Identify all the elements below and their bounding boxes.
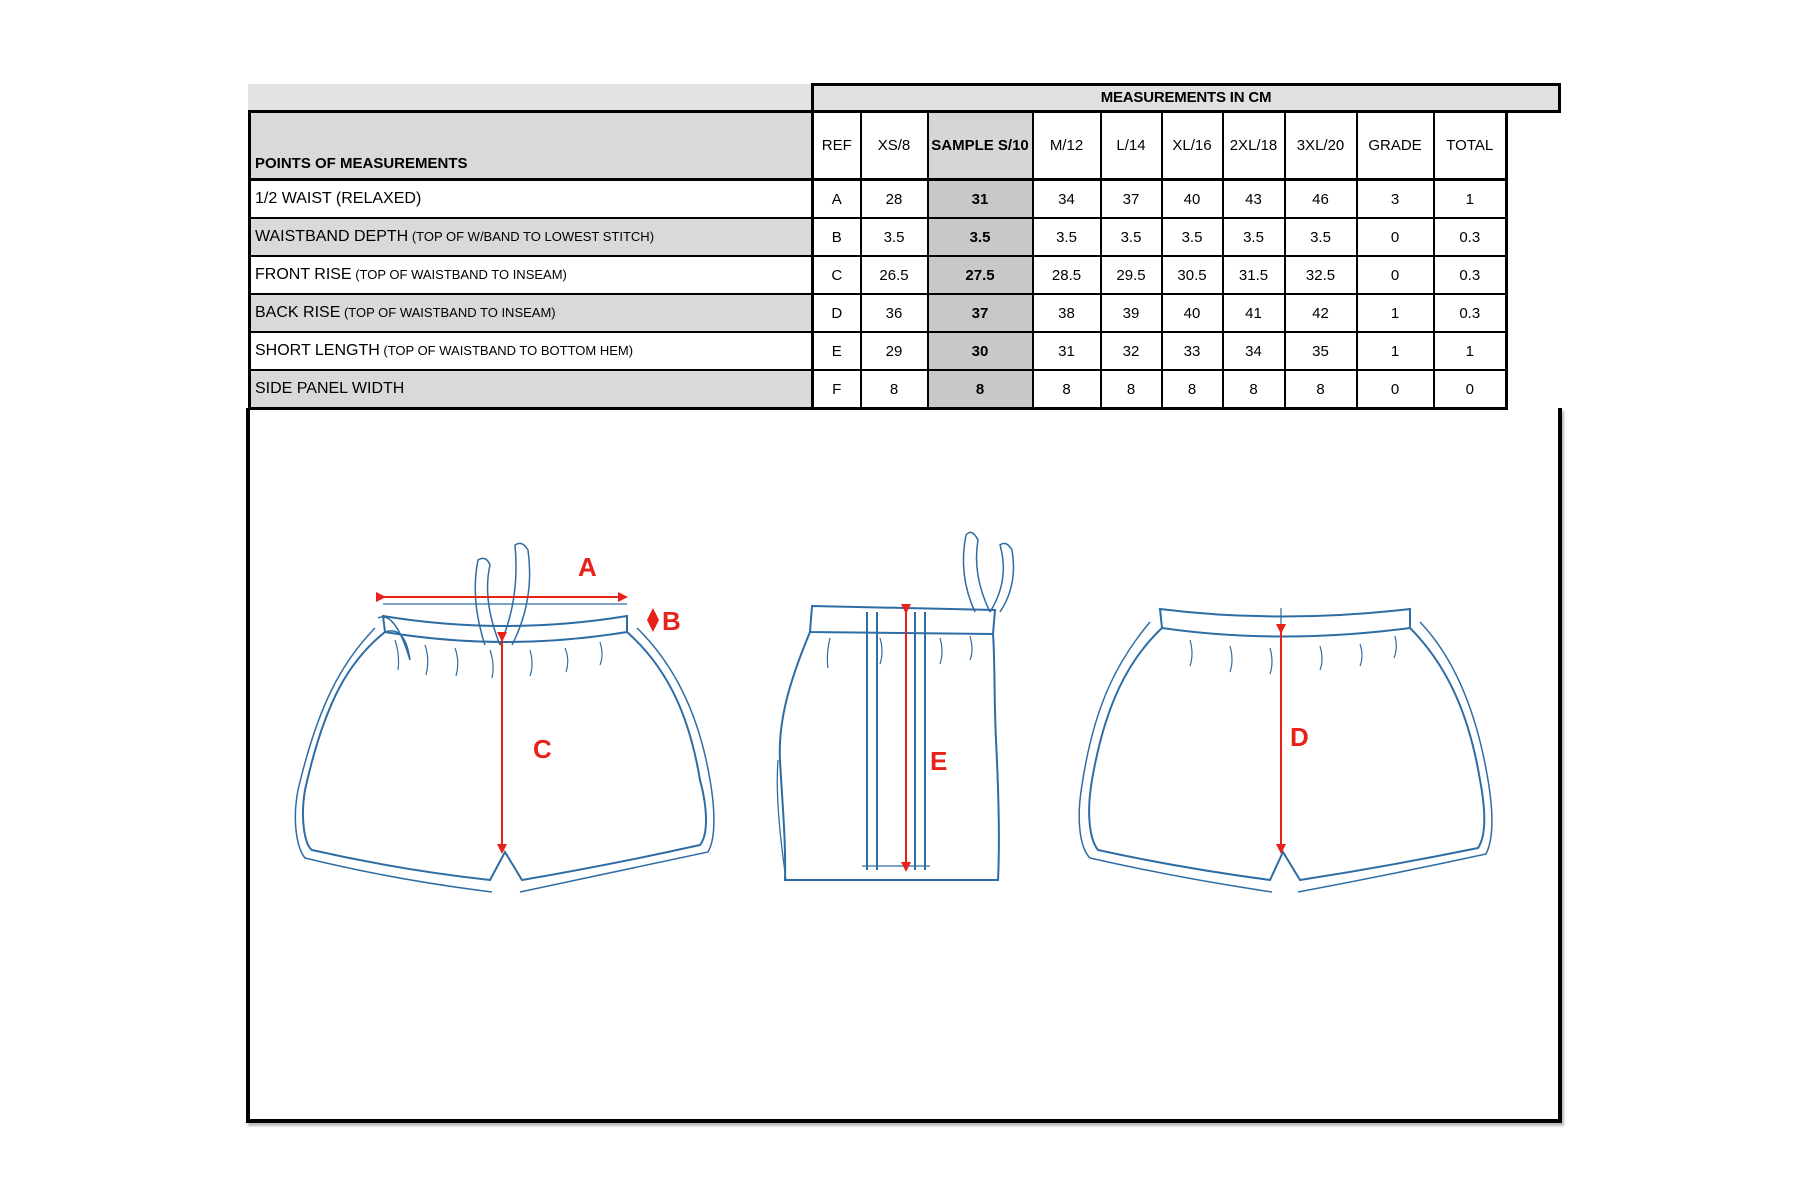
label-c: C: [533, 734, 552, 764]
size-cell: 8: [1162, 370, 1223, 409]
pom-header: POINTS OF MEASUREMENTS: [250, 112, 813, 180]
size-cell: 32: [1101, 332, 1162, 370]
sample-size-cell: 3.5: [928, 218, 1033, 256]
size-cell: 37: [1101, 180, 1162, 219]
size-header: 3XL/20: [1285, 112, 1357, 180]
label-b: B: [662, 606, 681, 636]
pom-name: FRONT RISE: [255, 266, 352, 283]
grade-cell: 1: [1357, 294, 1434, 332]
pom-note: (TOP OF WAISTBAND TO INSEAM): [351, 267, 567, 282]
size-cell: 29: [861, 332, 928, 370]
pom-note: (TOP OF W/BAND TO LOWEST STITCH): [408, 229, 655, 244]
total-cell: 0: [1434, 370, 1507, 409]
grade-cell: 3: [1357, 180, 1434, 219]
ref-cell: C: [813, 256, 861, 294]
size-cell: 8: [1285, 370, 1357, 409]
front-view-sketch: [295, 543, 714, 892]
size-cell: 8: [1223, 370, 1285, 409]
size-cell: 29.5: [1101, 256, 1162, 294]
size-cell: 41: [1223, 294, 1285, 332]
pom-name: BACK RISE: [255, 304, 341, 321]
size-cell: 33: [1162, 332, 1223, 370]
grade-cell: 0: [1357, 218, 1434, 256]
size-cell: 34: [1223, 332, 1285, 370]
size-cell: 40: [1162, 180, 1223, 219]
total-cell: 1: [1434, 332, 1507, 370]
size-cell: 8: [1101, 370, 1162, 409]
back-view-sketch: [1079, 608, 1492, 892]
label-a: A: [578, 552, 597, 582]
total-cell: 0.3: [1434, 294, 1507, 332]
size-cell: 40: [1162, 294, 1223, 332]
sample-size-cell: 37: [928, 294, 1033, 332]
size-header: M/12: [1033, 112, 1101, 180]
size-header: XS/8: [861, 112, 928, 180]
size-cell: 35: [1285, 332, 1357, 370]
ref-cell: F: [813, 370, 861, 409]
size-header-sample: SAMPLE S/10: [928, 112, 1033, 180]
size-cell: 42: [1285, 294, 1357, 332]
ref-header: REF: [813, 112, 861, 180]
size-cell: 3.5: [861, 218, 928, 256]
total-cell: 0.3: [1434, 218, 1507, 256]
size-cell: 28.5: [1033, 256, 1101, 294]
size-cell: 46: [1285, 180, 1357, 219]
total-cell: 1: [1434, 180, 1507, 219]
ref-cell: A: [813, 180, 861, 219]
size-cell: 36: [861, 294, 928, 332]
size-cell: 28: [861, 180, 928, 219]
total-header: TOTAL: [1434, 112, 1507, 180]
size-header: XL/16: [1162, 112, 1223, 180]
measurements-banner: MEASUREMENTS IN CM: [811, 83, 1561, 113]
ref-cell: B: [813, 218, 861, 256]
size-cell: 34: [1033, 180, 1101, 219]
size-cell: 31: [1033, 332, 1101, 370]
grade-cell: 0: [1357, 256, 1434, 294]
size-cell: 3.5: [1162, 218, 1223, 256]
ref-cell: D: [813, 294, 861, 332]
size-cell: 3.5: [1033, 218, 1101, 256]
side-view-sketch: [777, 532, 1013, 880]
size-cell: 30.5: [1162, 256, 1223, 294]
pom-note: (TOP OF WAISTBAND TO BOTTOM HEM): [379, 343, 634, 358]
label-e: E: [930, 746, 948, 776]
sample-size-cell: 8: [928, 370, 1033, 409]
size-cell: 38: [1033, 294, 1101, 332]
size-cell: 8: [861, 370, 928, 409]
pom-name: SIDE PANEL WIDTH: [255, 380, 405, 397]
size-cell: 43: [1223, 180, 1285, 219]
total-cell: 0.3: [1434, 256, 1507, 294]
sample-size-cell: 31: [928, 180, 1033, 219]
grade-header: GRADE: [1357, 112, 1434, 180]
pom-name: SHORT LENGTH: [255, 342, 380, 359]
size-cell: 32.5: [1285, 256, 1357, 294]
size-cell: 3.5: [1223, 218, 1285, 256]
size-header: L/14: [1101, 112, 1162, 180]
waistband-depth-marker: [647, 608, 659, 632]
pom-name: 1/2 WAIST (RELAXED): [255, 190, 422, 207]
grade-cell: 1: [1357, 332, 1434, 370]
size-header: 2XL/18: [1223, 112, 1285, 180]
grade-cell: 0: [1357, 370, 1434, 409]
sample-size-cell: 30: [928, 332, 1033, 370]
pom-name: WAISTBAND DEPTH: [255, 228, 409, 245]
size-cell: 26.5: [861, 256, 928, 294]
size-cell: 31.5: [1223, 256, 1285, 294]
sample-size-cell: 27.5: [928, 256, 1033, 294]
size-cell: 3.5: [1285, 218, 1357, 256]
label-d: D: [1290, 722, 1309, 752]
ref-cell: E: [813, 332, 861, 370]
size-cell: 3.5: [1101, 218, 1162, 256]
size-cell: 8: [1033, 370, 1101, 409]
size-cell: 39: [1101, 294, 1162, 332]
pom-note: (TOP OF WAISTBAND TO INSEAM): [340, 305, 556, 320]
